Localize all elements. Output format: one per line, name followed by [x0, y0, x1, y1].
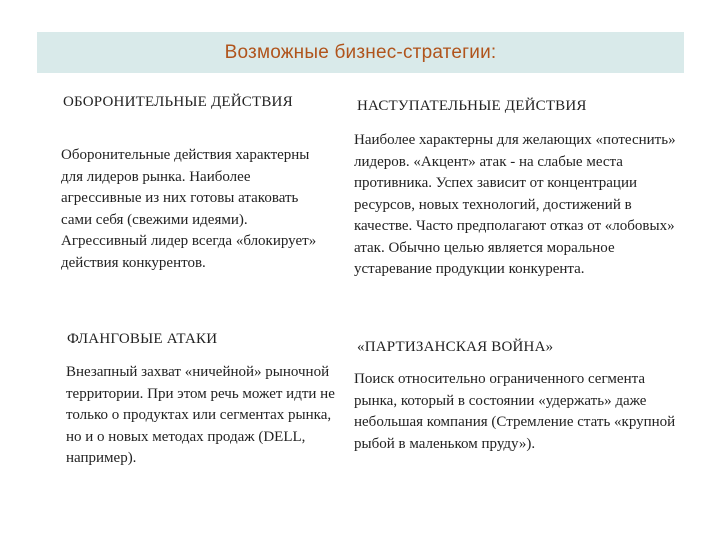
offensive-heading: НАСТУПАТЕЛЬНЫЕ ДЕЙСТВИЯ [357, 98, 587, 114]
guerrilla-text: Поиск относительно ограниченного сегмента рынка, который в состоянии «удержать» даже небольшая компания (Стремление стать «крупной рыбой в маленьком пруду»). [354, 371, 676, 452]
flank-text: Внезапный захват «ничейной» рыночной территории. При этом речь может идти не только о продуктах или сегментах рынка, но и о новых методах продаж (DELL, например). [66, 364, 335, 466]
defensive-text: Оборонительные действия характерны для лидеров рынка. Наиболее агрессивные из них готовы атаковать сами себя (свежими идеями). Агрессивный лидер всегда «блокирует» действия конкурентов. [61, 147, 317, 271]
flank-heading: ФЛАНГОВЫЕ АТАКИ [67, 331, 218, 347]
title-banner [37, 32, 684, 73]
defensive-heading: ОБОРОНИТЕЛЬНЫЕ ДЕЙСТВИЯ [63, 94, 293, 110]
guerrilla-heading: «ПАРТИЗАНСКАЯ ВОЙНА» [357, 339, 554, 355]
page-title: Возможные бизнес-стратегии: [224, 41, 497, 63]
offensive-text: Наиболее характерны для желающих «потеснить» лидеров. «Акцент» атак - на слабые места противника. Успех зависит от концентрации ресурсов, новых технологий, достижений в качестве. Часто предполагают отказ от «лобовых» атак. Обычно целью является моральное устаревание продукции конкурента. [354, 132, 676, 277]
